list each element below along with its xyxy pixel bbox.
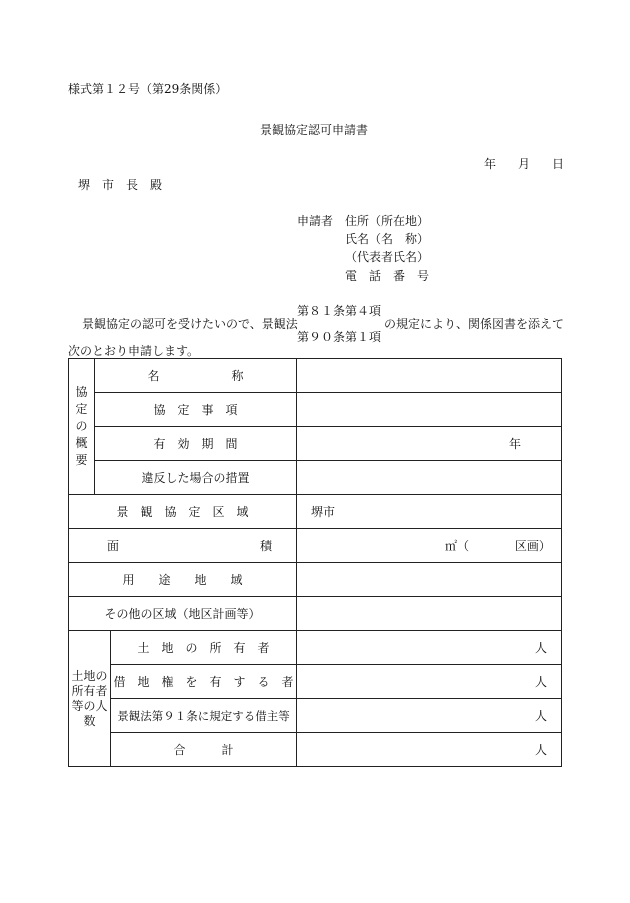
violation-value-cell[interactable] <box>297 461 562 495</box>
size-label: 面 積 <box>69 529 297 563</box>
table-row <box>69 699 562 733</box>
use-value-cell[interactable] <box>297 563 562 597</box>
form-number: 様式第１２号（第29条関係） <box>68 82 228 96</box>
body-clause-2: 第９０条第１項 <box>297 330 382 344</box>
body-text-line2: 次のとおり申請します。 <box>68 344 200 358</box>
name-label: 名 称 <box>95 359 297 393</box>
total-row-label: 合 計 <box>111 733 297 767</box>
area-label: 景 観 協 定 区 域 <box>69 495 297 529</box>
size-value-cell[interactable] <box>297 529 562 563</box>
body-clause-1: 第８１条第４項 <box>297 304 382 318</box>
addressee: 堺 市 長 殿 <box>78 178 163 192</box>
art91-row-label: 景観法第９１条に規定する借主等 <box>111 699 297 733</box>
lease-row-label: 借 地 権 を 有 す る 者 <box>111 665 297 699</box>
applicant-phone-label: 電 話 番 号 <box>345 269 430 283</box>
owners-label: 土地の 所有者 等の人 数 <box>69 631 111 767</box>
table-row <box>69 631 562 665</box>
date-month: 月 <box>518 157 531 171</box>
period-value-cell[interactable] <box>297 427 562 461</box>
table-row <box>69 597 562 631</box>
art91-count-cell[interactable] <box>297 699 562 733</box>
applicant-rep-label: （代表者氏名） <box>345 250 430 264</box>
violation-label: 違反した場合の措置 <box>95 461 297 495</box>
person-unit: 人 <box>535 743 548 757</box>
period-unit: 年 <box>509 437 522 451</box>
body-text-pre: 景観協定の認可を受けたいので、景観法 <box>82 317 298 331</box>
other-zone-label: その他の区域（地区計画等） <box>69 597 297 631</box>
date-day: 日 <box>552 157 565 171</box>
table-row <box>69 495 562 529</box>
person-unit: 人 <box>535 675 548 689</box>
person-unit: 人 <box>535 641 548 655</box>
size-unit-lots: 区画） <box>514 539 551 553</box>
owner-count-cell[interactable] <box>297 631 562 665</box>
lease-count-cell[interactable] <box>297 665 562 699</box>
items-label: 協 定 事 項 <box>95 393 297 427</box>
application-table <box>68 358 562 767</box>
use-label: 用 途 地 域 <box>69 563 297 597</box>
items-value-cell[interactable] <box>297 393 562 427</box>
table-row <box>69 393 562 427</box>
table-row <box>69 733 562 767</box>
table-row <box>69 427 562 461</box>
area-value-cell[interactable] <box>297 495 562 529</box>
other-zone-value-cell[interactable] <box>297 597 562 631</box>
document-title: 景観協定認可申請書 <box>260 123 369 137</box>
overview-label: 協 定 の 概 要 <box>69 359 95 495</box>
size-unit: ㎡（ <box>445 539 470 553</box>
date-year: 年 <box>484 157 497 171</box>
table-row <box>69 359 562 393</box>
period-label: 有 効 期 間 <box>95 427 297 461</box>
applicant-label: 申請者 <box>297 214 334 228</box>
table-row <box>69 529 562 563</box>
table-row <box>69 563 562 597</box>
table-row <box>69 461 562 495</box>
name-value-cell[interactable] <box>297 359 562 393</box>
table-row <box>69 665 562 699</box>
applicant-name-label: 氏名（名 称） <box>345 232 430 246</box>
body-text-post: の規定により、関係図書を添えて <box>384 317 565 331</box>
person-unit: 人 <box>535 709 548 723</box>
total-count-cell[interactable] <box>297 733 562 767</box>
applicant-address-label: 住所（所在地） <box>345 214 430 228</box>
owner-row-label: 土 地 の 所 有 者 <box>111 631 297 665</box>
area-value: 堺市 <box>311 505 336 519</box>
